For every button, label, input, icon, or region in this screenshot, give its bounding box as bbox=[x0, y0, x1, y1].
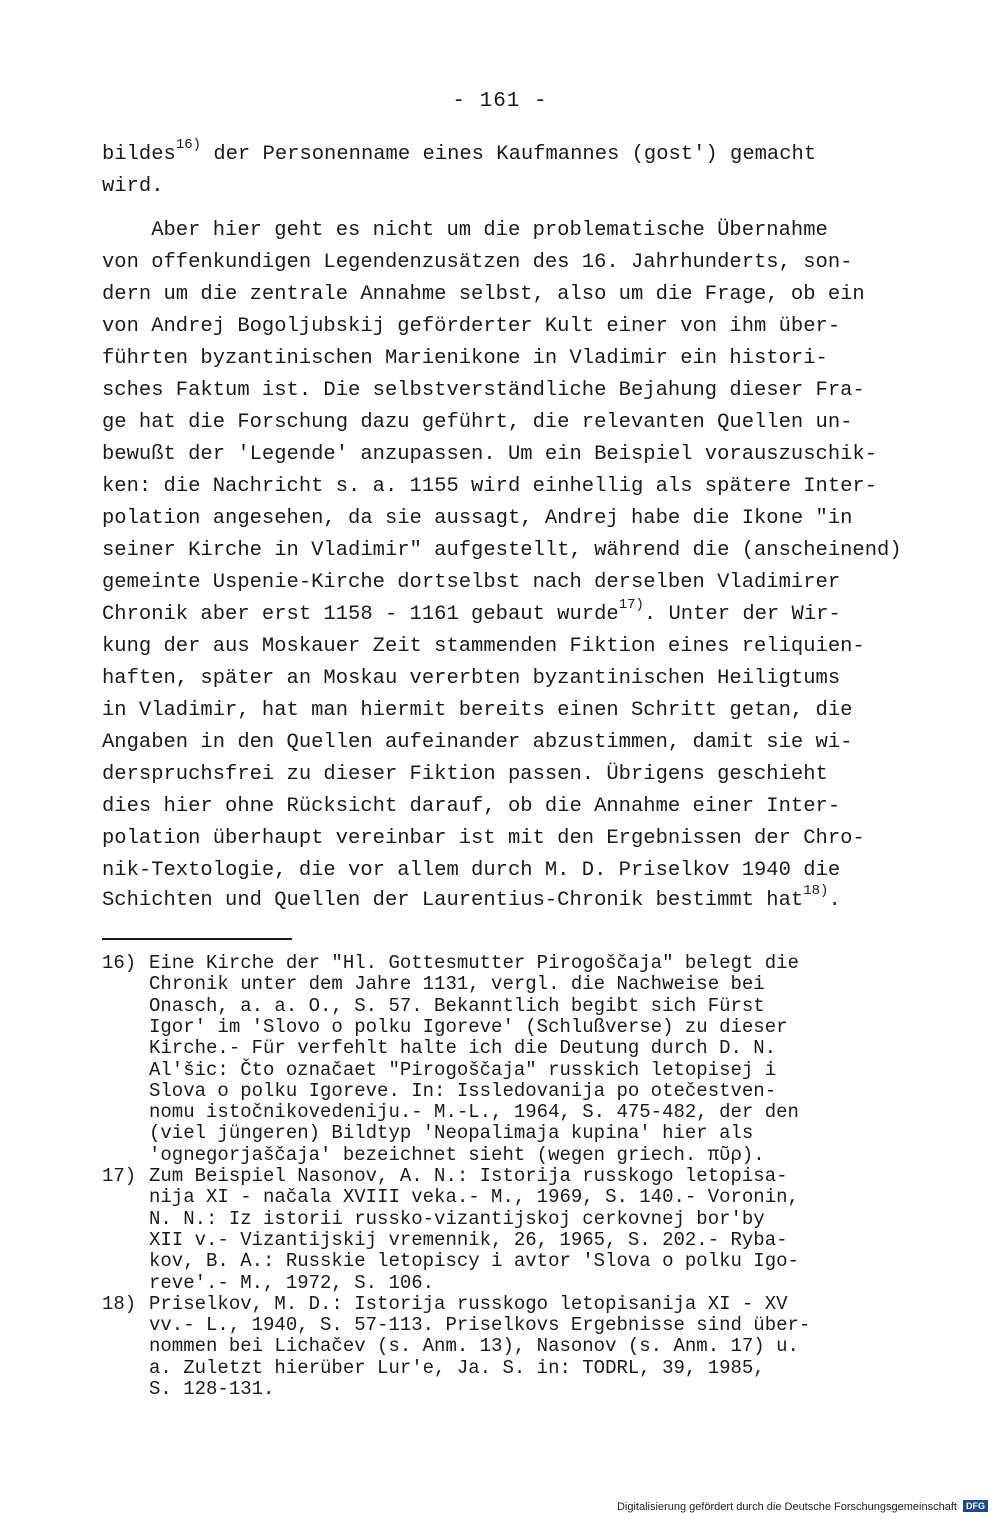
body-line bbox=[102, 442, 877, 468]
footnote-line: Priselkov, M. D.: Istorija russkogo letopisanija XI - XV bbox=[149, 1292, 788, 1315]
body-line-text: Chronik aber erst 1158 - 1161 gebaut wurde bbox=[102, 603, 619, 626]
body-line-text: sches Faktum ist. Die selbstverständliche Bejahung dieser Fra- bbox=[102, 379, 865, 402]
footnote-line: vv.- L., 1940, S. 57-113. Priselkovs Ergebnisse sind über- bbox=[149, 1314, 811, 1337]
footnote-line: Eine Kirche der "Hl. Gottesmutter Pirogoščaja" belegt die bbox=[149, 952, 799, 974]
footnote-ref: 16) bbox=[175, 137, 202, 153]
body-line bbox=[102, 597, 841, 628]
body-line-text: haften, später an Moskau vererbten byzantinischen Heiligtums bbox=[102, 667, 841, 690]
body-line bbox=[102, 506, 852, 532]
digitization-credit bbox=[617, 1500, 988, 1513]
body-line bbox=[102, 174, 164, 200]
footnote-number: 16) bbox=[102, 952, 137, 974]
body-line-text: polation angesehen, da sie aussagt, Andrej habe die Ikone "in bbox=[102, 507, 853, 530]
page-number: - 161 - bbox=[452, 90, 548, 113]
footnote-line: Zum Beispiel Nasonov, A. N.: Istorija russkogo letopisa- bbox=[149, 1165, 788, 1187]
footnote-line: Al'šic: Čto označaet "Pirogoščaja" russkich letopisej i bbox=[149, 1058, 777, 1081]
body-line bbox=[102, 218, 828, 244]
body-line-text: in Vladimir, hat man hiermit bereits einen Schritt getan, die bbox=[102, 699, 853, 722]
body-line-text: dies hier ohne Rücksicht darauf, ob die Annahme einer Inter- bbox=[102, 795, 841, 818]
body-line-text: dern um die zentrale Annahme selbst, also um die Frage, ob ein bbox=[102, 283, 865, 306]
body-line-text: führten byzantinischen Marienikone in Vladimir ein histori- bbox=[102, 347, 828, 370]
footnote-number: 17) bbox=[102, 1165, 137, 1187]
body-line-text: gemeinte Uspenie-Kirche dortselbst nach derselben Vladimirer bbox=[102, 571, 841, 594]
body-line bbox=[102, 538, 902, 564]
body-line-text: von offenkundigen Legendenzusätzen des 16. Jahrhunderts, son- bbox=[102, 251, 853, 274]
body-line bbox=[102, 570, 840, 596]
body-line bbox=[102, 794, 840, 820]
footnote-line: Onasch, a. a. O., S. 57. Bekanntlich begibt sich Fürst bbox=[149, 994, 765, 1017]
body-line-text: Aber hier geht es nicht um die problematische Übernahme bbox=[102, 219, 828, 242]
body-line-text: ge hat die Forschung dazu geführt, die relevanten Quellen un- bbox=[102, 411, 853, 434]
body-line bbox=[102, 137, 817, 168]
body-line-text-after: . Unter der Wir- bbox=[643, 603, 841, 626]
footnote-line: XII v.- Vizantijskij vremennik, 26, 1965, S. 202.- Ryba- bbox=[149, 1228, 788, 1251]
body-line-text-after: . bbox=[828, 889, 841, 912]
body-line bbox=[102, 346, 828, 372]
footnote-line: nomu istočnikovedeniju.- M.-L., 1964, S. 475-482, der den bbox=[149, 1101, 799, 1124]
body-line-text-after: der Personenname eines Kaufmannes (gost') gemacht bbox=[201, 143, 817, 166]
body-line bbox=[102, 634, 865, 660]
body-line-text: ken: die Nachricht s. a. 1155 wird einhellig als spätere Inter- bbox=[102, 475, 878, 498]
footnote-line: (viel jüngeren) Bildtyp 'Neopalimaja kupina' hier als bbox=[149, 1122, 754, 1145]
footnote-line: S. 128-131. bbox=[149, 1378, 275, 1400]
body-line-text: von Andrej Bogoljubskij geförderter Kult einer von ihm über- bbox=[102, 315, 841, 338]
footnote-line: kov, B. A.: Russkie letopiscy i avtor 'Slova o polku Igo- bbox=[149, 1250, 799, 1273]
body-line-text: polation überhaupt vereinbar ist mit den Ergebnissen der Chro- bbox=[102, 827, 865, 850]
body-line-text: wird. bbox=[102, 175, 164, 198]
footnote-line: nija XI - načala XVIII veka.- M., 1969, S. 140.- Voronin, bbox=[149, 1186, 799, 1209]
footnote-line: Slova o polku Igoreve. In: Issledovanija po otečestven- bbox=[149, 1079, 777, 1102]
body-line-text: kung der aus Moskauer Zeit stammenden Fiktion eines reliquien- bbox=[102, 635, 865, 658]
body-line bbox=[102, 474, 877, 500]
footnote-separator bbox=[102, 938, 292, 940]
body-line bbox=[102, 730, 852, 756]
body-line-text: bildes bbox=[102, 143, 176, 166]
body-line bbox=[102, 858, 840, 884]
body-line bbox=[102, 250, 852, 276]
body-line-text: Angaben in den Quellen aufeinander abzustimmen, damit sie wi- bbox=[102, 731, 853, 754]
credit-text: Digitalisierung gefördert durch die Deutsche Forschungsgemeinschaft bbox=[616, 1501, 957, 1513]
footnote-line: N. N.: Iz istorii russko-vizantijskoj cerkovnej bor'by bbox=[149, 1207, 765, 1230]
body-line bbox=[102, 314, 840, 340]
body-line-text: derspruchsfrei zu dieser Fiktion passen. Übrigens geschieht bbox=[102, 763, 828, 786]
body-line-text: Schichten und Quellen der Laurentius-Chronik bestimmt hat bbox=[102, 889, 804, 912]
footnote-number: 18) bbox=[102, 1292, 137, 1315]
footnote-line: Kirche.- Für verfehlt halte ich die Deutung durch D. N. bbox=[149, 1037, 777, 1060]
body-line-text: seiner Kirche in Vladimir" aufgestellt, während die (anscheinend) bbox=[102, 539, 902, 562]
footnote-ref: 17) bbox=[618, 597, 644, 613]
footnote-line: reve'.- M., 1972, S. 106. bbox=[149, 1271, 435, 1294]
footnote-line: a. Zuletzt hierüber Lur'e, Ja. S. in: TODRL, 39, 1985, bbox=[149, 1356, 765, 1379]
footnote-line: 'ognegorjaščaja' bezeichnet sieht (wegen griech. πῦρ). bbox=[149, 1143, 765, 1166]
body-line bbox=[102, 378, 865, 404]
footnote-line: nommen bei Lichačev (s. Anm. 13), Nasonov (s. Anm. 17) u. bbox=[149, 1335, 799, 1358]
body-line-text: bewußt der 'Legende' anzupassen. Um ein Beispiel vorauszuschik- bbox=[102, 443, 878, 466]
body-line-text: nik-Textologie, die vor allem durch M. D. Priselkov 1940 die bbox=[102, 859, 841, 882]
body-line bbox=[102, 666, 840, 692]
dfg-logo: DFG bbox=[963, 1500, 988, 1512]
body-line bbox=[102, 698, 852, 724]
body-line bbox=[102, 826, 865, 852]
body-line bbox=[102, 282, 865, 308]
footnote-line: Chronik unter dem Jahre 1131, vergl. die Nachweise bei bbox=[149, 973, 765, 996]
body-line bbox=[102, 883, 841, 914]
body-line bbox=[102, 410, 852, 436]
body-line bbox=[102, 762, 828, 788]
footnote-line: Igor' im 'Slovo o polku Igoreve' (Schlußverse) zu dieser bbox=[149, 1015, 788, 1038]
footnote-ref: 18) bbox=[803, 883, 829, 899]
